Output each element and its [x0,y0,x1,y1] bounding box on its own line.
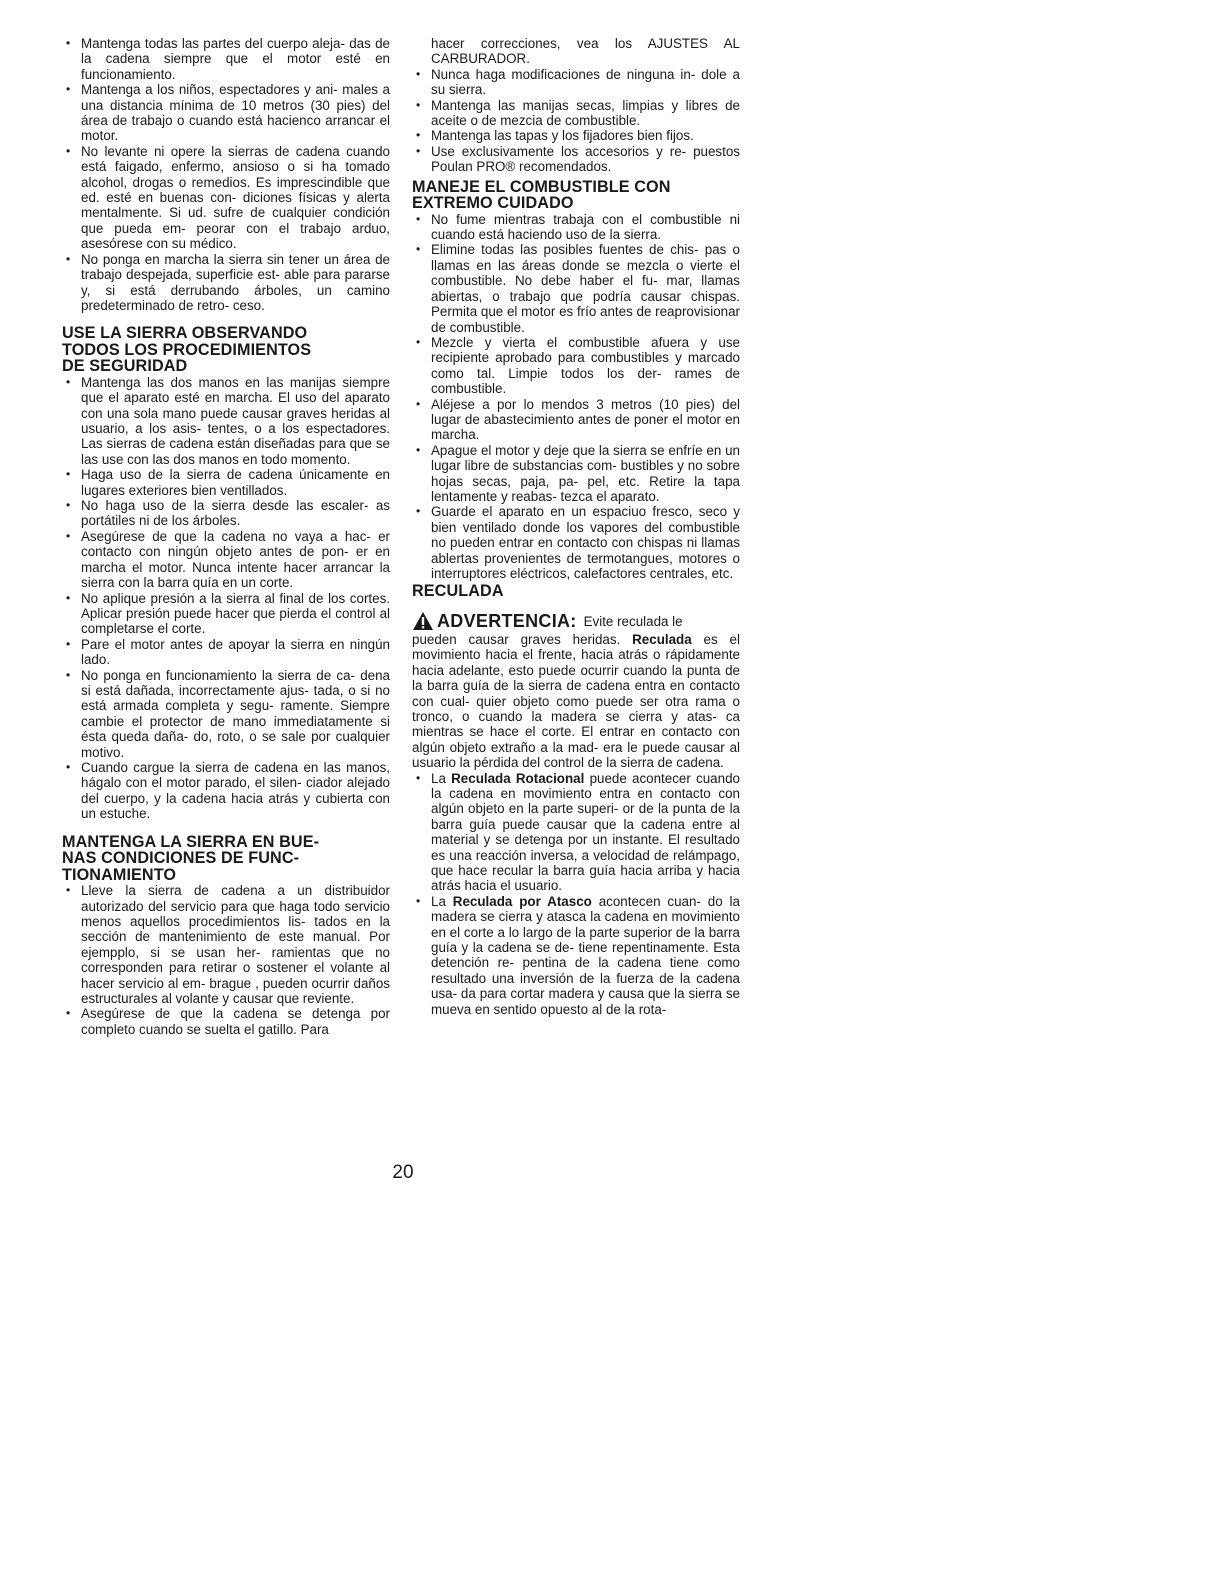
heading-line: MANEJE EL COMBUSTIBLE CON [412,177,671,196]
list-item: • No ponga en marcha la sierra sin tener un área de trabajo despejada, superficie est- able para pararse y, si está derrubando árboles, un camino predeterminado de retro- ceso. [62,252,390,314]
list-item [412,771,740,894]
warning-title: ADVERTENCIA: [437,610,577,631]
list-item: • No levante ni opere la sierras de cadena cuando está faigado, enfermo, ansioso o si ha tomado alcohol, drogas o remedios. Es imprescindible que ed. esté en buenas con- diciones físicas y alerta mentalmente. Si ud. sufre de cualquier condición que pueda em- peorar con el trabajo arduo, asesórese con su médico. [62,144,390,252]
heading-line: TODOS LOS PROCEDIMIENTOS [62,340,312,359]
list-item: • No haga uso de la sierra desde las escaler- as portátiles ni de los árboles. [62,498,390,529]
list-item: • Lleve la sierra de cadena a un distribuidor autorizado del servicio para que haga todo servicio menos aquellos procedimientos lis- tados en la sección de mantenimiento de este manual. Por ejempplo, si se usan her- ramientas que no corresponden para retirar o sostener el volante al hacer servicio al em- brague , pueden ocurrir daños estructurales al volante y causar que reviente. [62,883,390,1006]
left-column [62,36,390,1037]
heading-line: EXTREMO CUIDADO [412,194,574,213]
list-item: • Use exclusivamente los accesorios y re- puestos Poulan PRO® recomendados. [412,144,740,175]
kickback-bullet-list [412,771,740,1018]
list-item: • Mantenga las tapas y los fijadores bien fijos. [412,128,740,143]
heading-line: MANTENGA LA SIERRA EN BUE- [62,832,320,851]
warning-triangle-icon [412,611,434,631]
right-column [412,36,740,1017]
list-item: • Apague el motor y deje que la sierra se enfríe en un lugar libre de substancias com- bustibles y no sobre hojas secas, paja, pa- pel, etc. Retire la tapa lentamente y reabas- tezca el aparato. [412,443,740,505]
list-item: • No ponga en funcionamiento la sierra de ca- dena si está dañada, incorrectamente ajus- tada, o si no está armada completa y segu- ramente. Siempre cambie el protector de mano immediatamente si ésta queda daña- do, roto, o se sale por cualquier motivo. [62,668,390,760]
section-heading-fuel [412,179,740,212]
fuel-bullet-list [412,212,740,582]
section-heading-condition [62,834,390,884]
heading-line: TIONAMIENTO [62,865,177,884]
heading-line: NAS CONDICIONES DE FUNC- [62,849,300,868]
list-item: • Asegúrese de que la cadena se detenga por completo cuando se suelta el gatillo. Para [62,1006,390,1037]
list-item: • Mantenga las dos manos en las manijas siempre que el aparato esté en marcha. El uso del aparato con una sola mano puede causar graves heridas al usuario, a los asis- tentes, o a los espectadores. Las sierras de cadena están diseñadas para que se las use con las dos manos en todo momento. [62,375,390,467]
heading-line: DE SEGURIDAD [62,357,188,376]
maintenance-bullet-list [412,67,740,175]
list-item: • Haga uso de la sierra de cadena únicamente en lugares exteriores bien ventillados. [62,467,390,498]
section-heading-safety [62,325,390,375]
page-number: 20 [392,1162,414,1183]
list-item: • Asegúrese de que la cadena no vaya a hac- er contacto con ningún objeto antes de pon- er en marcha el motor. Nunca intente hacer arrancar la sierra con la barra quía en un corte. [62,529,390,591]
warning-body [412,632,740,771]
list-item: • Mantenga las manijas secas, limpias y libres de aceite o de mezcia de combustible. [412,98,740,129]
list-item: • No aplique presión a la sierra al final de los cortes. Aplicar presión puede hacer que pierda el control al completarse el corte. [62,591,390,637]
condition-bullet-list [62,883,390,1037]
safety-bullet-list [62,375,390,822]
section-heading-kickback: RECULADA [412,582,504,601]
bullet-text: La [431,893,446,909]
warning-bold-term: Reculada [632,631,692,647]
bullet-bold-term: Reculada por Atasco [452,893,592,909]
bullet-text: La [431,770,446,786]
list-item: • Nunca haga modificaciones de ninguna in- dole a su sierra. [412,67,740,98]
list-item: • Aléjese a por lo mendos 3 metros (10 pies) del lugar de abastecimiento antes de poner el motor en marcha. [412,397,740,443]
warning-body-text: es el movimiento hacia el frente, hacia atrás o rápidamente hacia adelante, esto puede ocurrir cuando la punta de la barra guía de la sierra de cadena entra en contacto con cual- quier objeto como puede ser otra rama o tronco, o cuando la madera se cierra y atas- ca mientras se hace el corte. El entrar en contacto con algún objeto extraño a la mad- era le puede causar al usuario la pérdida del control de la sierra de cadena. [412,631,740,771]
bullet-text: puede acontecer cuando la cadena en movimiento entra en contacto con algún objeto en la parte superi- or de la punta de la barra guía puede causar que la cadena entre al material y se detenga por un instante. El resultado es una reacción inversa, a velocidad de relámpago, que hace recular la barra guía hacia arriba y hacia atrás hacia el usuario. [431,770,740,894]
list-item: • Mezcle y vierta el combustible afuera y use recipiente aprobado para combustibles y marcado como tal. Limpie todos los der- rames de combustible. [412,335,740,397]
list-item [412,894,740,1017]
list-item: • Mantenga a los niños, espectadores y ani- males a una distancia mínima de 10 metros (30 pies) del área de trabajo o cuando está hacienco arrancar el motor. [62,82,390,144]
intro-bullet-list [62,36,390,313]
list-item: • Pare el motor antes de apoyar la sierra en ningún lado. [62,637,390,668]
warning-line [412,611,740,632]
bullet-text: acontecen cuan- do la madera se cierra y atasca la cadena en movimiento en el corte a lo largo de la parte superior de la barra guía y la cadena se de- tiene repentinamente. Esta detención re- pentina de la cadena tiene como resultado una inversión de la fuerza de la cadena usa- da para cortar madera y causa que la sierra se mueva en sentido opuesto al de la rota- [431,893,740,1017]
list-item: • No fume mientras trabaja con el combustible ni cuando está haciendo uso de la sierra. [412,212,740,243]
heading-line: USE LA SIERRA OBSERVANDO [62,324,308,343]
warning-lead: Evite reculada le [583,613,683,629]
list-item: • Guarde el aparato en un espaciuo fresco, seco y bien ventilado donde los vapores del combustible no pueden entrar en contacto con chispas ni llamas ablertas provenientes de termotangues, motores o interruptores eléctricos, calefactores centrales, etc. [412,504,740,581]
list-item: • Mantenga todas las partes del cuerpo aleja- das de la cadena siempre que el motor esté en funcionamiento. [62,36,390,82]
list-item: • Elimine todas las posibles fuentes de chis- pas o llamas en las áreas donde se mezcla o vierte el combustible. No debe haber el fu- mar, llamas abiertas, o trabajo que podría causar chispas. Permita que el motor es frío antes de reaprovisionar de combustible. [412,242,740,334]
list-item: • Cuando cargue la sierra de cadena en las manos, hágalo con el motor parado, el silen- ciador alejado del cuerpo, y la cadena hacia atrás y cubierta con un estuche. [62,760,390,822]
warning-body-text: pueden causar graves heridas. [412,631,621,647]
bullet-bold-term: Reculada Rotacional [451,770,585,786]
continuation-text: hacer correcciones, vea los AJUSTES AL CARBURADOR. [431,36,740,67]
